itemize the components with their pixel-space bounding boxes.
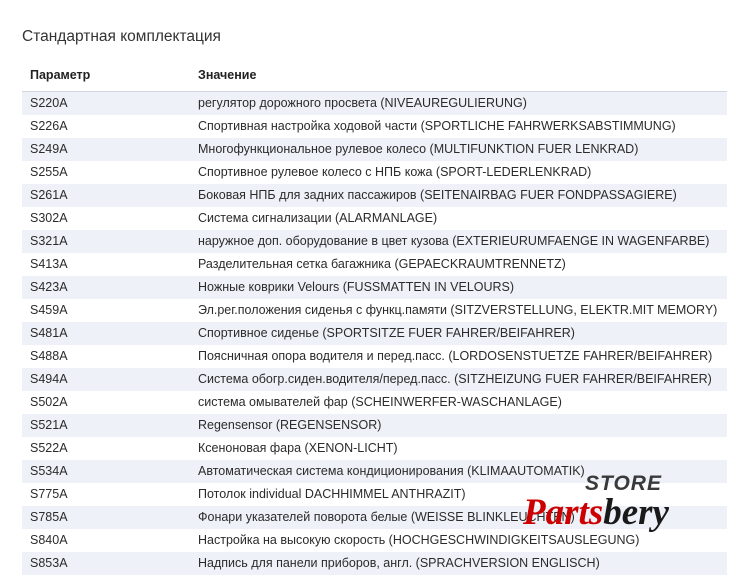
table-row (22, 138, 727, 161)
cell-value: Ксеноновая фара (XENON-LICHT) (190, 437, 727, 460)
watermark-store-text: STORE (585, 473, 723, 495)
cell-value: регулятор дорожного просвета (NIVEAUREGULIERUNG) (190, 92, 727, 116)
table-row (22, 391, 727, 414)
table-row (22, 161, 727, 184)
cell-parameter: S785A (22, 506, 190, 529)
cell-parameter: S840A (22, 529, 190, 552)
table-row (22, 276, 727, 299)
cell-parameter: S853A (22, 552, 190, 575)
cell-value: Настройка на высокую скорость (HOCHGESCHWINDIGKEITSAUSLEGUNG) (190, 529, 727, 552)
page-title: Стандартная комплектация (22, 28, 721, 46)
cell-parameter: S488A (22, 345, 190, 368)
cell-parameter: S321A (22, 230, 190, 253)
cell-value: Regensensor (REGENSENSOR) (190, 414, 727, 437)
cell-value: система омывателей фар (SCHEINWERFER-WASCHANLAGE) (190, 391, 727, 414)
cell-value: Система сигнализации (ALARMANLAGE) (190, 207, 727, 230)
partsbery-watermark (523, 473, 723, 543)
table-row (22, 207, 727, 230)
cell-value: Спортивное рулевое колесо с НПБ кожа (SPORT-LEDERLENKRAD) (190, 161, 727, 184)
table-row (22, 322, 727, 345)
cell-parameter: S255A (22, 161, 190, 184)
cell-parameter: S423A (22, 276, 190, 299)
cell-value: Боковая НПБ для задних пассажиров (SEITENAIRBAG FUER FONDPASSAGIERE) (190, 184, 727, 207)
cell-parameter: S494A (22, 368, 190, 391)
cell-parameter: S249A (22, 138, 190, 161)
table-row (22, 92, 727, 116)
column-header-parameter: Параметр (22, 62, 190, 92)
cell-value: Спортивное сиденье (SPORTSITZE FUER FAHRER/BEIFAHRER) (190, 322, 727, 345)
table-row (22, 414, 727, 437)
cell-parameter: S522A (22, 437, 190, 460)
watermark-bery-text: bery (603, 492, 669, 533)
cell-parameter: S534A (22, 460, 190, 483)
cell-value: Многофункциональное рулевое колесо (MULTIFUNKTION FUER LENKRAD) (190, 138, 727, 161)
cell-parameter: S226A (22, 115, 190, 138)
cell-value: Автоматическая система кондиционирования (KLIMAAUTOMATIK) (190, 460, 727, 483)
cell-value: Эл.рег.положения сиденья с функц.памяти (SITZVERSTELLUNG, ELEKTR.MIT MEMORY) (190, 299, 727, 322)
cell-value: Фонари указателей поворота белые (WEISSE BLINKLEUCHTEN) (190, 506, 727, 529)
cell-parameter: S459A (22, 299, 190, 322)
column-header-value: Значение (190, 62, 727, 92)
cell-parameter: S261A (22, 184, 190, 207)
table-row (22, 184, 727, 207)
table-header (22, 62, 727, 92)
cell-parameter: S481A (22, 322, 190, 345)
table-row (22, 437, 727, 460)
cell-parameter: S302A (22, 207, 190, 230)
cell-value: Разделительная сетка багажника (GEPAECKRAUMTRENNETZ) (190, 253, 727, 276)
cell-value: Система обогр.сиден.водителя/перед.пасс. (SITZHEIZUNG FUER FAHRER/BEIFAHRER) (190, 368, 727, 391)
cell-parameter: S775A (22, 483, 190, 506)
cell-parameter: S502A (22, 391, 190, 414)
table-header-row (22, 62, 727, 92)
cell-parameter: S521A (22, 414, 190, 437)
cell-parameter: S413A (22, 253, 190, 276)
cell-value: Спортивная настройка ходовой части (SPORTLICHE FAHRWERKSABSTIMMUNG) (190, 115, 727, 138)
table-row (22, 552, 727, 575)
table-row (22, 299, 727, 322)
cell-value: наружное доп. оборудование в цвет кузова (EXTERIEURUMFAENGE IN WAGENFARBE) (190, 230, 727, 253)
watermark-brand (523, 493, 723, 533)
table-row (22, 115, 727, 138)
table-row (22, 345, 727, 368)
cell-value: Ножные коврики Velours (FUSSMATTEN IN VELOURS) (190, 276, 727, 299)
watermark-parts-text: Parts (523, 492, 603, 533)
table-row (22, 253, 727, 276)
cell-parameter: S220A (22, 92, 190, 116)
table-row (22, 368, 727, 391)
cell-value: Потолок individual DACHHIMMEL ANTHRAZIT) (190, 483, 727, 506)
cell-value: Поясничная опора водителя и перед.пасс. (LORDOSENSTUETZE FAHRER/BEIFAHRER) (190, 345, 727, 368)
table-row (22, 230, 727, 253)
cell-value: Надпись для панели приборов, англ. (SPRACHVERSION ENGLISCH) (190, 552, 727, 575)
